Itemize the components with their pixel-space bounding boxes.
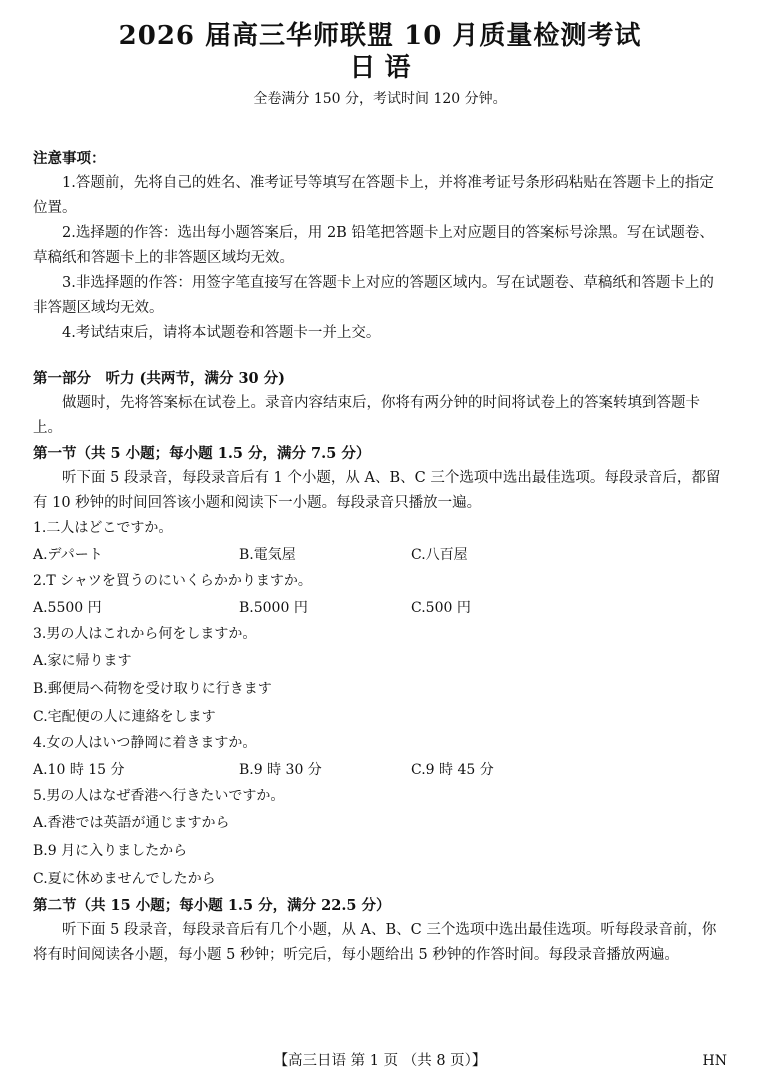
- region-code: HN: [702, 1053, 727, 1069]
- question-2: 2.T シャツを買うのにいくらかかりますか。: [33, 573, 312, 589]
- exam-content: [33, 146, 727, 968]
- question-5: 5.男の人はなぜ香港へ行きたいですか。: [33, 788, 285, 804]
- notice-heading: 注意事项：: [33, 150, 106, 167]
- option-a: A.5500 円: [33, 600, 102, 616]
- option-a: A.デパート: [33, 547, 103, 563]
- part1-intro: 做题时，先将答案标在试卷上。录音内容结束后，你将有两分钟的时间将试卷上的答案转填到答题卡上。: [33, 395, 700, 436]
- question-4: 4.女の人はいつ静岡に着きますか。: [33, 735, 257, 751]
- question-3-option-b: B.郵便局へ荷物を受け取りに行きます: [33, 681, 272, 697]
- question-2-options: [33, 594, 727, 622]
- option-c: C.八百屋: [411, 547, 468, 563]
- option-c: C.500 円: [411, 600, 471, 616]
- notice-item-2: 2.选择题的作答：选出每小题答案后，用 2B 铅笔把答题卡上对应题目的答案标号涂黑。写在试题卷、草稿纸和答题卡上的非答题区域均无效。: [33, 225, 714, 266]
- question-5-option-c: C.夏に休めませんでしたから: [33, 871, 216, 887]
- part1-heading: 第一部分 听力 (共两节，满分 30 分): [33, 370, 286, 387]
- section2-intro: 听下面 5 段录音，每段录音后有几个小题，从 A、B、C 三个选项中选出最佳选项。听每段录音前，你将有时间阅读各小题，每小题 5 秒钟；听完后，每小题给出 5 秒钟的作答时间。每段录音播放两遍。: [33, 922, 717, 963]
- exam-subject: 日 语: [349, 53, 411, 83]
- option-c: C.9 時 45 分: [411, 762, 494, 778]
- question-3-option-a: A.家に帰ります: [33, 653, 132, 669]
- question-5-option-b: B.9 月に入りましたから: [33, 843, 188, 859]
- question-4-options: [33, 756, 727, 784]
- section2-heading: 第二节（共 15 小题；每小题 1.5 分，满分 22.5 分）: [33, 897, 391, 914]
- question-1: 1.二人はどこですか。: [33, 520, 173, 536]
- question-5-option-a: A.香港では英語が通じますから: [33, 815, 230, 831]
- section1-intro: 听下面 5 段录音，每段录音后有 1 个小题，从 A、B、C 三个选项中选出最佳选项。每段录音后，都留有 10 秒钟的时间回答该小题和阅读下一小题。每段录音只播放一遍。: [33, 470, 721, 511]
- exam-meta: 全卷满分 150 分，考试时间 120 分钟。: [253, 91, 507, 107]
- notice-item-1: 1.答题前，先将自己的姓名、准考证号等填写在答题卡上，并将准考证号条形码粘贴在答题卡上的指定位置。: [33, 175, 714, 216]
- option-b: B.5000 円: [239, 600, 308, 616]
- notice-item-3: 3.非选择题的作答：用签字笔直接写在答题卡上对应的答题区域内。写在试题卷、草稿纸和答题卡上的非答题区域均无效。: [33, 275, 714, 316]
- question-1-options: [33, 541, 727, 569]
- exam-title: 2026 届高三华师联盟 10 月质量检测考试: [118, 21, 642, 51]
- question-3: 3.男の人はこれから何をしますか。: [33, 626, 257, 642]
- question-3-option-c: C.宅配便の人に連絡をします: [33, 709, 216, 725]
- notice-item-4: 4.考试结束后，请将本试题卷和答题卡一并上交。: [62, 325, 381, 341]
- option-b: B.電気屋: [239, 547, 296, 563]
- option-b: B.9 時 30 分: [239, 762, 322, 778]
- section1-heading: 第一节（共 5 小题；每小题 1.5 分，满分 7.5 分）: [33, 445, 371, 462]
- option-a: A.10 時 15 分: [33, 762, 125, 778]
- page-footer: 【高三日语 第 1 页 （共 8 页）】: [273, 1053, 487, 1069]
